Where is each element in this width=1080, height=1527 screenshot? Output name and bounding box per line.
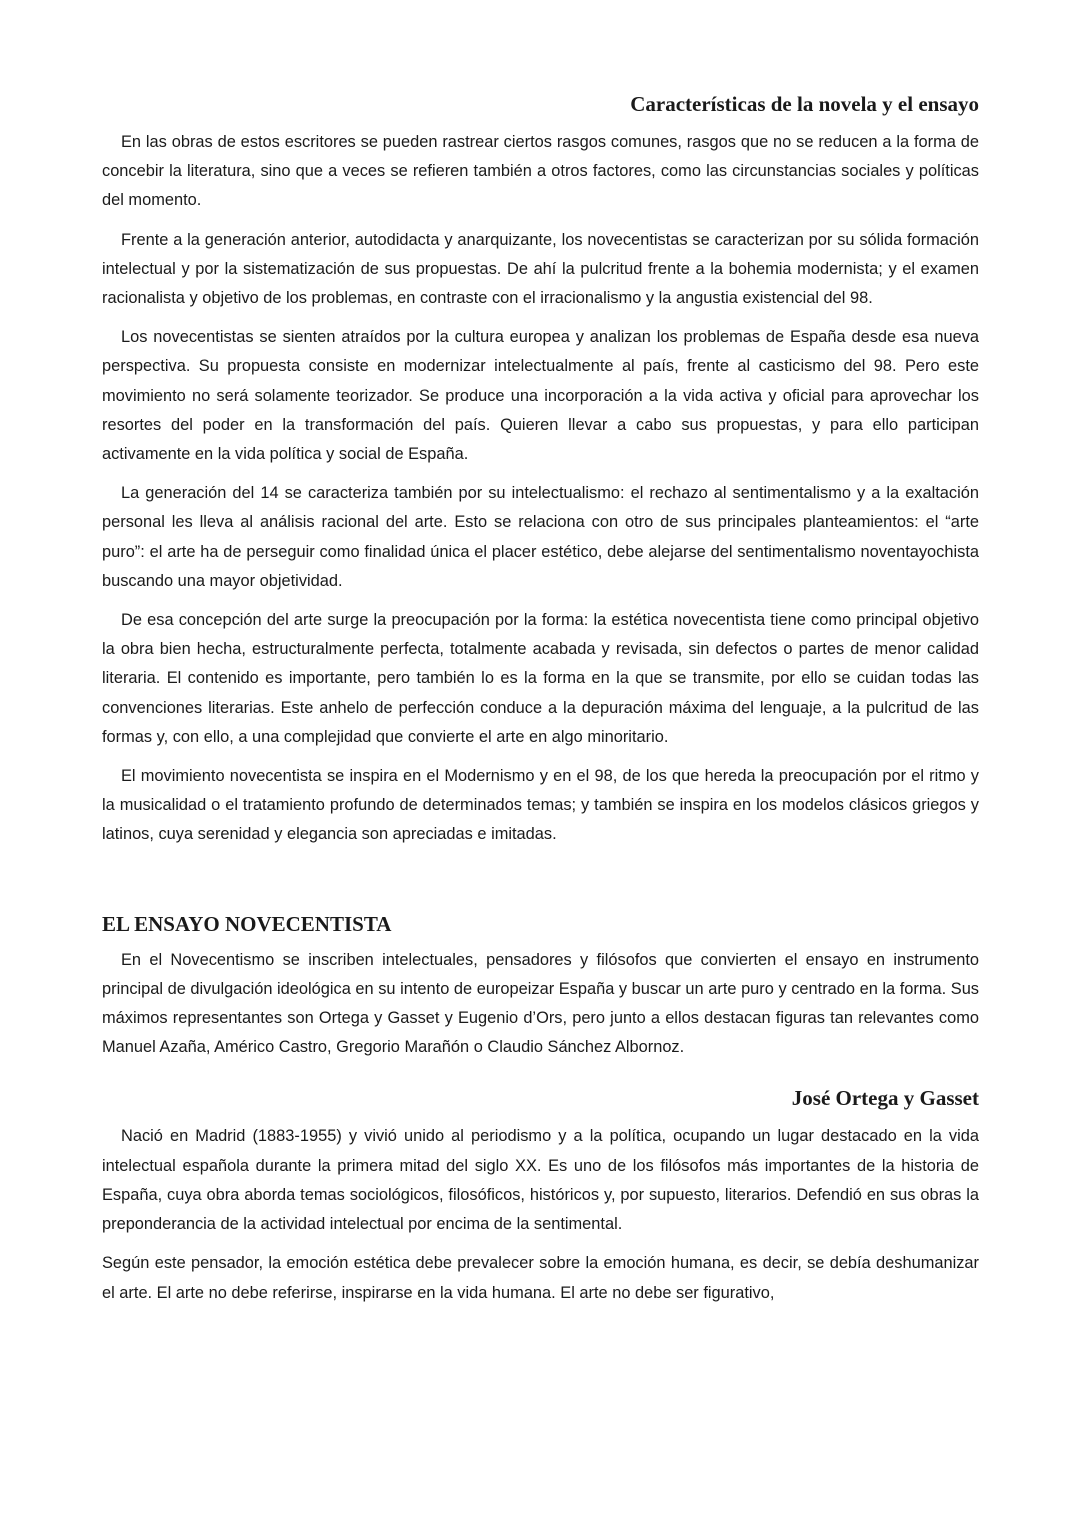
paragraph: Según este pensador, la emoción estética debe prevalecer sobre la emoción humana, es decir, se debía deshumanizar el arte. El arte no debe referirse, inspirarse en la vida humana. El arte no debe ser figurativo, xyxy=(102,1254,979,1302)
paragraph: El movimiento novecentista se inspira en el Modernismo y en el 98, de los que hereda la preocupación por el ritmo y la musicalidad o el tratamiento profundo de determinados temas; y también se inspira en los modelos clásicos griegos y latinos, cuya serenidad y elegancia son apreciadas e imitadas. xyxy=(102,767,979,844)
paragraph: Frente a la generación anterior, autodidacta y anarquizante, los novecentistas se caracterizan por su sólida formación intelectual y por la sistematización de sus propuestas. De ahí la pulcritud frente a la bohemia modernista; y el examen racionalista y objetivo de los problemas, en contraste con el irracionalismo y la angustia existencial del 98. xyxy=(102,230,979,308)
section-spacer xyxy=(102,860,979,908)
section-title-ortega: José Ortega y Gasset xyxy=(791,1086,979,1111)
paragraph: La generación del 14 se caracteriza también por su intelectualismo: el rechazo al sentimentalismo y a la exaltación personal les lleva al análisis racional del arte. Esto se relaciona con otro de sus principales planteamientos: el “arte puro”: el arte ha de perseguir como finalidad única el placer estético, debe alejarse del sentimentalismo noventayochista buscando una mayor objetividad. xyxy=(102,484,979,590)
document-page xyxy=(102,88,979,1318)
section-title-caracteristicas: Características de la novela y el ensayo xyxy=(630,92,979,116)
paragraph: De esa concepción del arte surge la preocupación por la forma: la estética novecentista tiene como principal objetivo la obra bien hecha, estructuralmente perfecta, totalmente acabada y revisada, sin defectos o partes de menor calidad literaria. El contenido es importante, pero también lo es la forma en la que se transmite, por ello se cuidan todas las convenciones literarias. Este anhelo de perfección conduce a la depuración máxima del lenguaje, a la pulcritud de las formas y, con ello, a una complejidad que convierte el arte en algo minoritario. xyxy=(102,611,979,746)
paragraph: Nació en Madrid (1883-1955) y vivió unido al periodismo y a la política, ocupando un lugar destacado en la vida intelectual española durante la primera mitad del siglo XX. Es uno de los filósofos más importantes de la historia de España, cuya obra aborda temas sociológicos, filosóficos, históricos y, por supuesto, literarios. Defendió en sus obras la preponderancia de la actividad intelectual por encima de la sentimental. xyxy=(102,1127,979,1234)
paragraph: Los novecentistas se sienten atraídos por la cultura europea y analizan los problemas de España desde esa nueva perspectiva. Su propuesta consiste en modernizar intelectualmente al país, frente al casticismo del 98. Pero este movimiento no será solamente teorizador. Se produce una incorporación a la vida activa y oficial para aprovechar los resortes del poder en la transformación del país. Quieren llevar a cabo sus propuestas, y para ello participan activamente en la vida política y social de España. xyxy=(102,328,979,464)
section-spacer xyxy=(102,1072,979,1082)
paragraph: En las obras de estos escritores se pueden rastrear ciertos rasgos comunes, rasgos que no se reducen a la forma de concebir la literatura, sino que a veces se refieren también a otros factores, como las circunstancias sociales y políticas del momento. xyxy=(102,133,979,210)
section-title-ensayo: EL ENSAYO NOVECENTISTA xyxy=(102,911,392,936)
paragraph: En el Novecentismo se inscriben intelectuales, pensadores y filósofos que convierten el ensayo en instrumento principal de divulgación ideológica en su intento de europeizar España y buscar un arte puro y centrado en la forma. Sus máximos representantes son Ortega y Gasset y Eugenio d’Ors, pero junto a ellos destacan figuras tan relevantes como Manuel Azaña, Américo Castro, Gregorio Marañón o Claudio Sánchez Albornoz. xyxy=(102,950,979,1057)
